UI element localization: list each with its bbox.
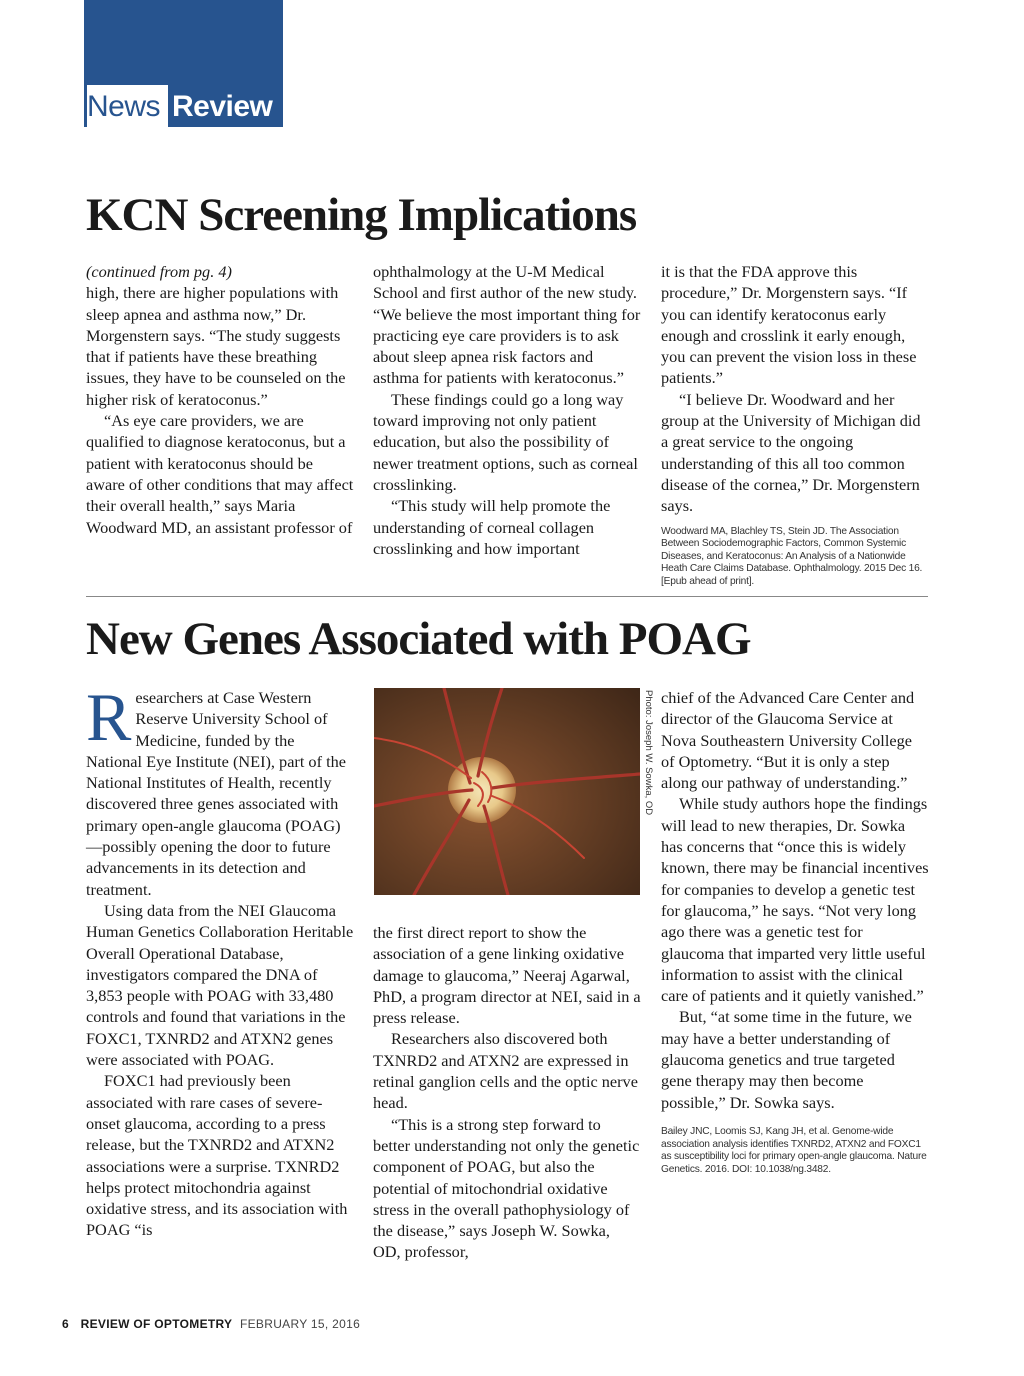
kcn-reference: Woodward MA, Blachley TS, Stein JD. The Association Between Sociodemographic Factors, Common Systemic Diseases, and Keratoconus: An Analysis of a Nationwide Heath Care Claims Database. Ophthalmology. 2015 Dec 16. [Epub ahead of print].: [661, 525, 923, 587]
kcn-column-1: [86, 261, 354, 538]
magazine-name: REVIEW OF OPTOMETRY: [80, 1317, 233, 1331]
poag-paragraph: the first direct report to show the association of a gene linking oxidative damage to glaucoma,” Neeraj Agarwal, PhD, a program director at NEI, said in a press release.: [373, 923, 641, 1028]
page-number: 6: [62, 1317, 69, 1331]
poag-paragraph: Using data from the NEI Glaucoma Human Genetics Collaboration Heritable Overall Operational Database, investigators compared the DNA of 3,853 people with POAG with 33,480 controls and found that variations in the FOXC1, TXNRD2 and ATXN2 genes were associated with POAG.: [86, 900, 354, 1070]
section-label-review: Review: [172, 90, 273, 123]
poag-paragraph: Researchers also discovered both TXNRD2 and ATXN2 are expressed in retinal ganglion cells and the optic nerve head.: [373, 1029, 638, 1113]
kcn-paragraph: These findings could go a long way toward improving not only patient education, but also the possibility of newer treatment options, such as corneal crosslinking.: [373, 389, 638, 494]
kcn-paragraph: “As eye care providers, we are qualified to diagnose keratoconus, but a patient with keratoconus should be aware of other conditions that may affect their overall health,” says Maria Woodward MD, an assistant professor of: [86, 411, 354, 537]
poag-column-1: [86, 679, 354, 1241]
poag-paragraph: But, “at some time in the future, we may have a better understanding of glaucoma genetics and true targeted gene therapy may then become possible,” Dr. Sowka says.: [661, 1007, 912, 1112]
section-divider: [86, 596, 928, 597]
article-title-kcn: KCN Screening Implications: [86, 189, 637, 241]
kcn-column-2: [373, 261, 641, 559]
poag-column-2: [373, 922, 641, 1263]
drop-cap: R: [86, 679, 132, 755]
fundus-image: [374, 688, 640, 895]
kcn-column-3: [661, 261, 929, 589]
poag-paragraph: “This is a strong step forward to better understanding not only the genetic component of POAG, but also the potential of mitochondrial oxidative stress in the overall pathophysiology of the disease,” says Joseph W. Sowka, OD, professor,: [373, 1114, 640, 1262]
kcn-paragraph: “I believe Dr. Woodward and her group at the University of Michigan did a great service to the ongoing understanding of this all too common disease of the cornea,” Dr. Morgenstern says.: [661, 389, 921, 516]
page-footer: [62, 1317, 360, 1331]
kcn-paragraph: high, there are higher populations with sleep apnea and asthma now,” Dr. Morgenstern says. “The study suggests that if patients have these breathing issues, they have to be counseled on the higher risk of keratoconus.”: [86, 283, 346, 409]
section-label-news: News: [87, 85, 168, 129]
poag-paragraph: chief of the Advanced Care Center and director of the Glaucoma Service at Nova Southeastern University College of Optometry. “But it is only a step along our pathway of understanding.”: [661, 688, 915, 793]
optic-nerve-photo: [374, 688, 640, 895]
poag-paragraph: Researchers at Case Western Reserve University School of Medicine, funded by the National Eye Institute (NEI), part of the National Institutes of Health, recently discovered three genes associated with primary open-angle glaucoma (POAG)—possibly opening the door to future advancements in its detection and treatment.: [86, 679, 346, 899]
poag-paragraph: FOXC1 had previously been associated with rare cases of severe-onset glaucoma, according to a press release, but the TXNRD2 and ATXN2 associations were a surprise. TXNRD2 helps protect mitochondria against oxidative stress, and its association with POAG “is: [86, 1071, 348, 1240]
article-title-poag: New Genes Associated with POAG: [86, 613, 751, 665]
poag-paragraph: While study authors hope the findings will lead to new therapies, Dr. Sowka has concerns that “once this is widely known, there may be financial incentives for companies to develop a genetic test for glaucoma,” he says. “Not very long ago there was a genetic test for glaucoma that imparted very little useful information to assist with the clinical care of patients and it quietly vanished.”: [661, 794, 929, 1006]
continued-note: (continued from pg. 4): [86, 262, 232, 281]
issue-date: FEBRUARY 15, 2016: [239, 1317, 361, 1331]
poag-reference: Bailey JNC, Loomis SJ, Kang JH, et al. Genome-wide association analysis identifies TXNRD2, ATXN2 and FOXC1 as susceptibility loci for primary open-angle glaucoma. Nature Genetics. 2016. DOI: 10.1038/ng.3482.: [661, 1125, 927, 1175]
kcn-paragraph: it is that the FDA approve this procedure,” Dr. Morgenstern says. “If you can identify keratoconus early enough and crosslink it early enough, you can prevent the vision loss in these patients.”: [661, 262, 917, 388]
photo-credit: Photo: Joseph W. Sowka, OD: [643, 690, 654, 816]
kcn-paragraph: ophthalmology at the U-M Medical School and first author of the new study. “We believe the most important thing for practicing eye care providers is to ask about sleep apnea risk factors and asthma for patients with keratoconus.”: [373, 262, 641, 388]
poag-column-3: [661, 687, 929, 1176]
kcn-paragraph: “This study will help promote the understanding of corneal collagen crosslinking and how important: [373, 496, 611, 558]
